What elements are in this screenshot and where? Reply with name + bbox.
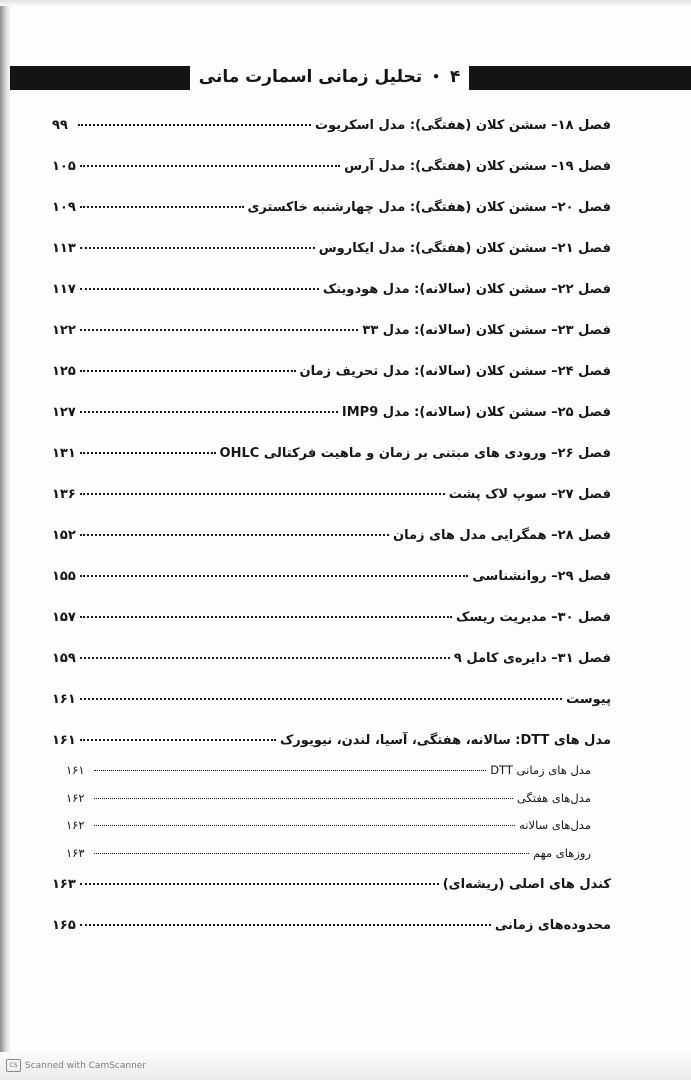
toc-entry-title: فصل ۳۱– دایره‌ی کامل ۹ — [453, 651, 611, 666]
toc-entry[interactable] — [52, 877, 611, 918]
toc-entry-title: فصل ۲۴– سشن کلان (سالانه): مدل تحریف زمان — [299, 364, 611, 379]
toc-entry-page: ۱۶۳ — [52, 877, 76, 892]
toc-entry-title: مدل های DTT: سالانه، هفتگی، آسیا، لندن، نیویورک — [280, 733, 611, 748]
toc-entry[interactable] — [52, 323, 611, 364]
toc-entry-page: ۱۳۶ — [52, 487, 76, 502]
watermark-text: Scanned with CamScanner — [25, 1060, 147, 1071]
dot-leader — [94, 798, 513, 799]
table-of-contents — [52, 118, 611, 959]
header-bar-right — [469, 66, 691, 90]
dot-leader — [80, 698, 562, 700]
toc-entry-page: ۱۰۵ — [52, 159, 76, 174]
toc-sub-entry-title: روزهای مهم — [533, 845, 591, 860]
toc-sub-entry[interactable] — [52, 846, 611, 874]
toc-entry[interactable] — [52, 241, 611, 282]
toc-sub-entry-page: ۱۶۲ — [66, 818, 85, 832]
toc-sub-entry-title: مدل‌های سالانه — [519, 818, 591, 832]
page-edge-shadow — [0, 0, 10, 1080]
dot-leader — [78, 124, 311, 126]
toc-entry-title: فصل ۲۱– سشن کلان (هفتگی): مدل ایکاروس — [318, 241, 611, 256]
page-header — [10, 62, 691, 92]
toc-entry-page: ۱۵۹ — [52, 651, 76, 666]
dot-leader — [80, 883, 439, 885]
toc-entry-page: ۱۶۱ — [52, 692, 76, 707]
dot-leader — [80, 411, 338, 413]
toc-entry-page: ۱۰۹ — [52, 200, 76, 215]
toc-entry[interactable] — [52, 282, 611, 323]
toc-entry-title: فصل ۱۹– سشن کلان (هفتگی): مدل آرس — [344, 159, 611, 174]
toc-sub-entry-page: ۱۶۱ — [66, 763, 85, 777]
toc-entry[interactable] — [52, 405, 611, 446]
toc-entry-page: ۱۶۵ — [52, 918, 76, 933]
toc-entry-page: ۱۱۷ — [52, 282, 76, 297]
toc-sub-entry-title: مدل‌های هفتگی — [516, 790, 591, 805]
toc-entry[interactable] — [52, 733, 611, 763]
dot-leader — [80, 247, 315, 249]
toc-entry-page: ۱۶۱ — [52, 733, 76, 748]
toc-entry-title: فصل ۲۵– سشن کلان (سالانه): مدل IMP9 — [341, 405, 611, 420]
dot-leader — [94, 770, 486, 771]
toc-entry-title: فصل ۳۰– مدیریت ریسک — [456, 610, 611, 625]
toc-entry[interactable] — [52, 651, 611, 692]
toc-entry-page: ۱۱۳ — [52, 241, 76, 256]
dot-leader — [94, 853, 529, 854]
dot-leader — [94, 825, 515, 826]
toc-entry-page: ۱۲۵ — [52, 364, 76, 379]
toc-entry-title: فصل ۲۰– سشن کلان (هفتگی): مدل چهارشنبه خاکستری — [247, 200, 611, 215]
camscanner-logo-icon: CS — [6, 1059, 21, 1072]
toc-entry-title: فصل ۲۲– سشن کلان (سالانه): مدل هودوینک — [322, 282, 611, 297]
dot-leader — [80, 452, 216, 454]
toc-entry-title: کندل های اصلی (ریشه‌ای) — [442, 877, 611, 892]
toc-entry-title: فصل ۱۸– سشن کلان (هفتگی): مدل اسکریوت — [315, 118, 611, 133]
dot-leader — [80, 165, 340, 167]
toc-entry[interactable] — [52, 446, 611, 487]
toc-entry-page: ۱۲۷ — [52, 405, 76, 420]
toc-entry[interactable] — [52, 118, 611, 159]
toc-entry-title: فصل ۲۸– همگرایی مدل های زمان — [393, 528, 611, 543]
dot-leader — [80, 534, 389, 536]
toc-entry[interactable] — [52, 610, 611, 651]
toc-sub-entry-page: ۱۶۳ — [66, 845, 85, 860]
toc-entry-page: ۱۵۷ — [52, 610, 76, 625]
header-text — [190, 62, 469, 92]
header-book-title: تحلیل زمانی اسمارت مانی — [198, 67, 423, 87]
dot-leader — [80, 616, 452, 618]
toc-entry-page: ۹۹ — [52, 118, 68, 133]
dot-leader — [80, 575, 469, 577]
toc-sub-entry[interactable] — [52, 791, 611, 819]
toc-entry[interactable] — [52, 528, 611, 569]
header-separator: • — [432, 70, 440, 84]
toc-sub-entry[interactable] — [52, 818, 611, 846]
dot-leader — [80, 288, 319, 290]
toc-entry-title: فصل ۲۳– سشن کلان (سالانه): مدل ۳۳ — [362, 323, 611, 338]
toc-entry-appendix[interactable] — [52, 692, 611, 733]
toc-entry[interactable] — [52, 569, 611, 610]
header-page-number: ۴ — [449, 67, 461, 87]
dot-leader — [80, 206, 244, 208]
toc-sub-entry-page: ۱۶۲ — [66, 790, 85, 805]
header-bar-left — [10, 66, 190, 90]
dot-leader — [80, 657, 450, 659]
toc-entry[interactable] — [52, 918, 611, 959]
toc-entry-page: ۱۵۲ — [52, 528, 76, 543]
toc-entry[interactable] — [52, 159, 611, 200]
page-top-edge — [0, 0, 691, 6]
dot-leader — [80, 924, 491, 926]
toc-sub-entry[interactable] — [52, 763, 611, 791]
toc-entry-title: پیوست — [566, 692, 611, 707]
toc-entry-title: فصل ۲۷– سوپ لاک پشت — [448, 487, 611, 502]
dot-leader — [80, 329, 359, 331]
dot-leader — [80, 370, 296, 372]
toc-entry-page: ۱۳۱ — [52, 446, 76, 461]
toc-entry-title: فصل ۲۹– روانشناسی — [472, 569, 611, 584]
toc-entry[interactable] — [52, 200, 611, 241]
camscanner-watermark — [6, 1059, 146, 1072]
dot-leader — [80, 739, 276, 741]
dot-leader — [80, 493, 445, 495]
toc-entry[interactable] — [52, 364, 611, 405]
toc-entry-page: ۱۵۵ — [52, 569, 76, 584]
toc-sub-entry-title: مدل های زمانی DTT — [490, 763, 591, 777]
toc-entry-title: محدوده‌های زمانی — [494, 918, 611, 933]
toc-entry-page: ۱۲۲ — [52, 323, 76, 338]
toc-entry[interactable] — [52, 487, 611, 528]
toc-entry-title: فصل ۲۶– ورودی های مبتنی بر زمان و ماهیت فرکتالی OHLC — [219, 446, 611, 461]
